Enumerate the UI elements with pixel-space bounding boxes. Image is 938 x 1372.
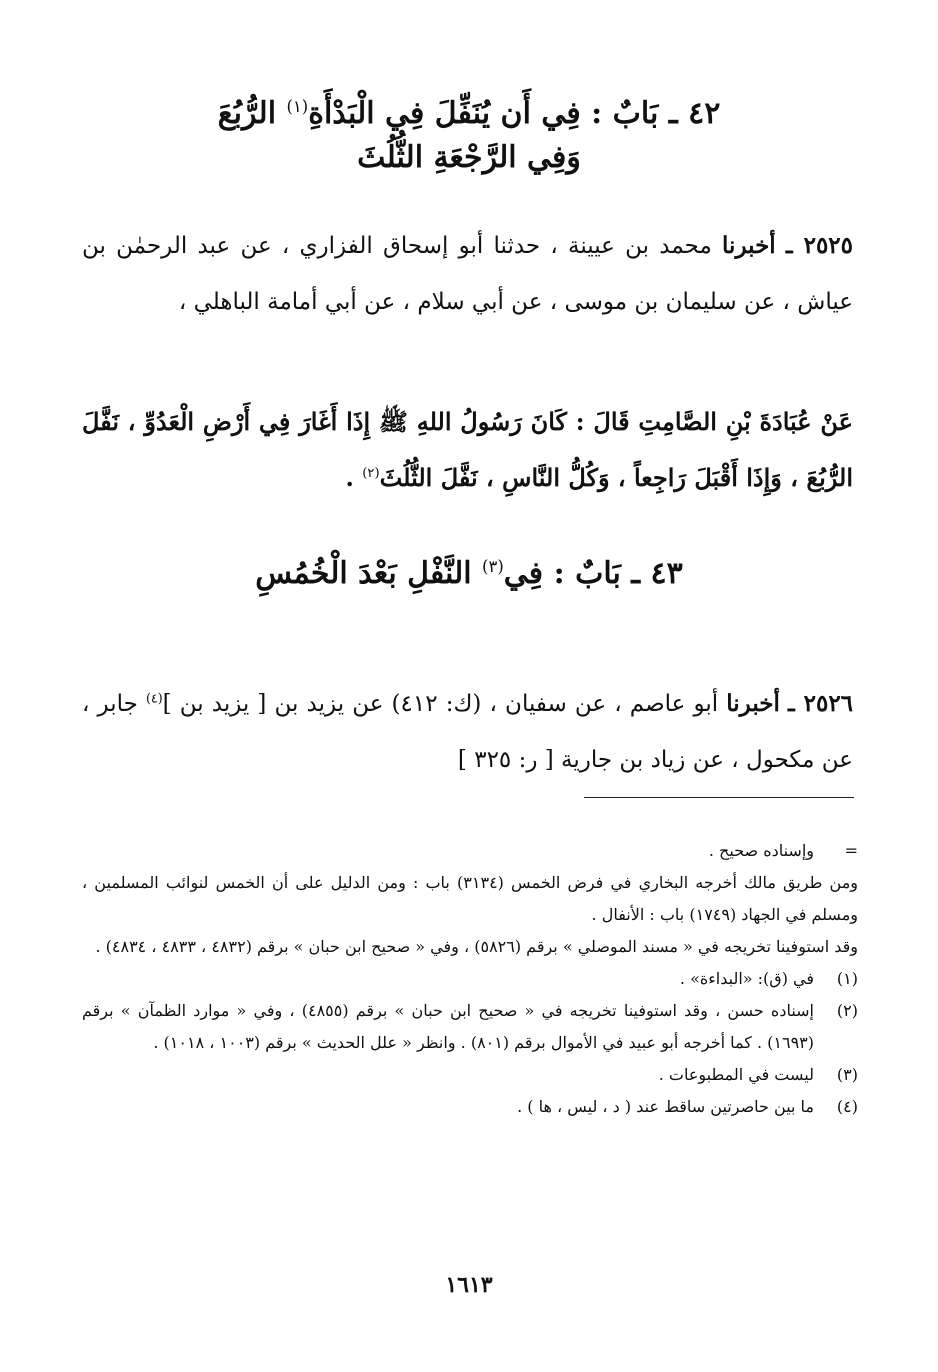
footnote-item [82,963,858,995]
chapter-42-heading-line2: وَفِي الرَّجْعَةِ الثُّلُثَ [357,139,581,175]
footnote-item [82,1091,858,1123]
footnote-ref-1: (١) [286,97,309,116]
hadith-matn: عَنْ عُبَادَةَ بْنِ الصَّامِتِ قَالَ : كَانَ رَسُولُ اللهِ ﷺ إِذَا أَغَارَ فِي أَرْضِ الْعَدُوِّ ، نَفَّلَ الرُّبُعَ ، وَإِذَا أَقْبَلَ رَاجِعاً ، وَكُلُّ النَّاسِ ، نَفَّلَ الثُّلُثَ [82,407,853,492]
footnote-number: (٢) [836,1001,858,1020]
footnote-number: (٤) [836,1097,858,1116]
hadith-2525-isnad [82,218,853,330]
footnote-text: إسناده حسن ، وقد استوفينا تخريجه في « صحيح ابن حبان » برقم (٤٨٥٥) ، وفي « موارد الظمآن » برقم (١٦٩٣) . كما أخرجه أبو عبيد في الأموال برقم (٨٠١) . وانظر « علل الحديث » برقم (١٠٠٣ ، ١٠١٨) . [82,1001,814,1052]
footnote-number: (١) [836,969,858,988]
page-number: ١٦١٣ [445,1272,493,1298]
hadith-chain-part2: جابر ، عن مكحول ، عن زياد بن جارية [ ر: ٣٢٥ ] [82,691,853,773]
footnote-number: (٣) [836,1065,858,1084]
footnote-continuation [82,835,858,867]
continuation-mark: = [844,841,858,860]
hadith-number: ٢٥٢٦ ـ [788,690,854,717]
footnote-separator [584,797,854,798]
footnote-continuation [82,931,858,963]
chapter-42-heading [80,92,858,179]
footnote-text: ما بين حاصرتين ساقط عند ( د ، ليس ، ها ) . [517,1097,814,1116]
footnote-text: في (ق): «البداءة» . [679,969,814,988]
continuation-line-3: وقد استوفينا تخريجه في « مسند الموصلي » برقم (٥٨٢٦) ، وفي « صحيح ابن حبان » برقم (٤٨٣٢ ، ٤٨٣٣ ، ٤٨٣٤) . [95,937,858,956]
hadith-chain: محمد بن عيينة ، حدثنا أبو إسحاق الفزاري ، عن عبد الرحمٰن بن عياش ، عن سليمان بن موسى ، عن أبي سلام ، عن أبي أمامة الباهلي ، [82,233,853,315]
hadith-2526 [82,676,853,788]
continuation-line-1: وإسناده صحيح . [708,841,814,860]
chapter-42-heading-line1: ٤٢ ـ بَابٌ : فِي أَن يُنَفِّلَ فِي الْبَدْأَةِ$^{(١)}$ الرُّبُعَ [217,96,721,131]
hadith-chain-part1: أبو عاصم ، عن سفيان ، (ك: ٤١٢) عن يزيد بن [ يزيد بن ] [162,691,727,717]
footnotes [82,835,858,1123]
hadith-lead-word: أخبرنا [722,232,776,259]
continuation-line-2: ومن طريق مالك أخرجه البخاري في فرض الخمس (٣١٣٤) باب : ومن الدليل على أن الخمس لنوائب المسلمين ، ومسلم في الجهاد (١٧٤٩) باب : الأنفال . [82,873,859,924]
footnote-ref-2: (٢) [362,466,380,481]
hadith-lead-word: أخبرنا [726,690,780,717]
footnote-continuation [82,867,858,931]
footnote-item [82,1059,858,1091]
footnote-ref-3: (٣) [482,557,504,576]
footnote-ref-4: (٤) [145,690,163,706]
hadith-number: ٢٥٢٥ ـ [785,232,854,259]
footnote-text: ليست في المطبوعات . [658,1065,814,1084]
chapter-43-heading: ٤٣ ـ بَابٌ : فِي$^{(٣)}$ النَّفْلِ بَعْدَ الْخُمُسِ [255,556,683,591]
hadith-2525-text: عَنْ عُبَادَةَ بْنِ الصَّامِتِ قَالَ : كَانَ رَسُولُ اللهِ ﷺ إِذَا أَغَارَ فِي أَرْضِ الْعَدُوِّ ، نَفَّلَ الرُّبُعَ ، وَإِذَا أَقْبَلَ رَاجِعاً ، وَكُلُّ النَّاسِ ، نَفَّلَ الثُّلُثَ$^{(٢)}$ . [82,407,853,492]
footnote-item [82,995,858,1059]
